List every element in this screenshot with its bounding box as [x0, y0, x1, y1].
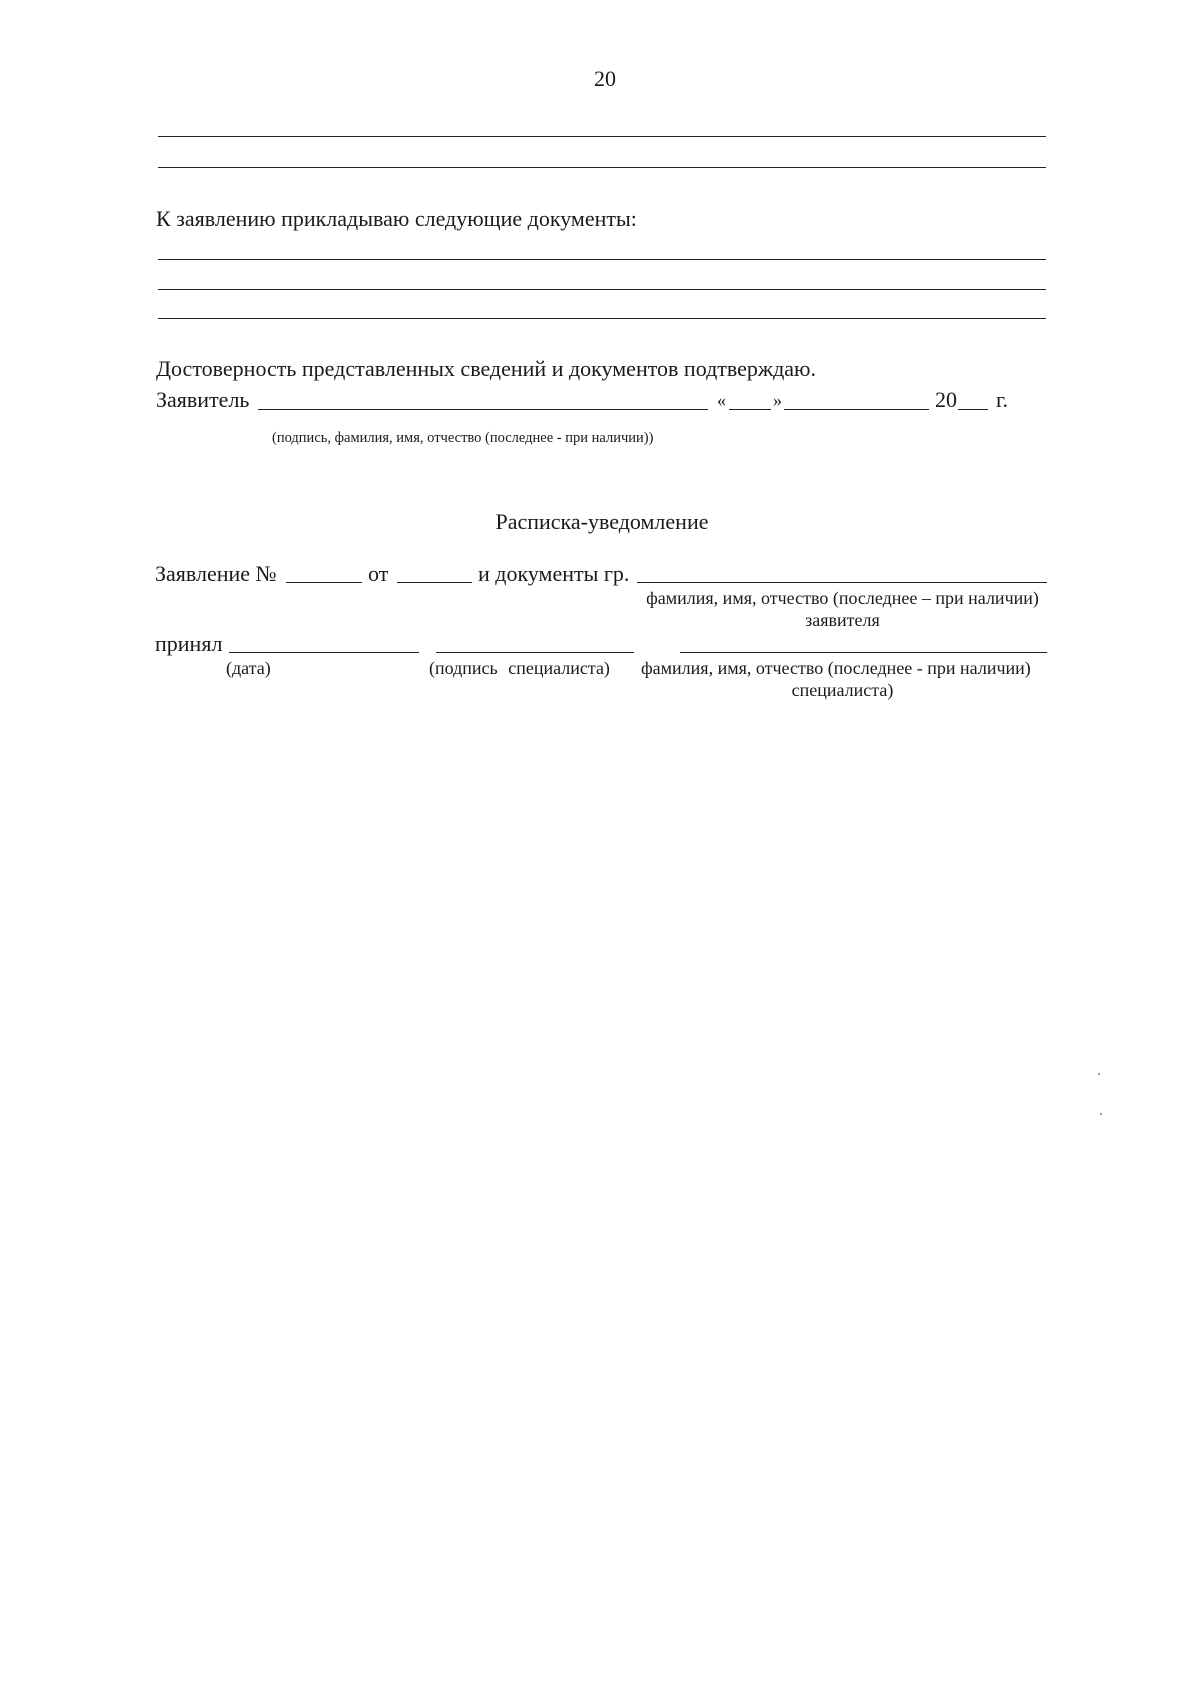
- attachment-line: [158, 318, 1046, 319]
- signature-caption: (подпись, фамилия, имя, отчество (последнее - при наличии)): [272, 430, 654, 446]
- confirmation-text: Достоверность представленных сведений и документов подтверждаю.: [156, 356, 816, 381]
- statement-label: Заявление №: [155, 561, 277, 586]
- attachment-line: [158, 259, 1046, 260]
- year-suffix: г.: [996, 387, 1009, 412]
- statement-date-line: [397, 582, 472, 583]
- date-open-quote: «: [717, 390, 726, 410]
- applicant-caption-line1: фамилия, имя, отчество (последнее – при наличии): [646, 588, 1039, 608]
- specialist-caption-line2: специалиста): [791, 680, 894, 700]
- date-close-quote: »: [773, 390, 782, 410]
- specialist-caption-line1: фамилия, имя, отчество (последнее - при наличии): [641, 658, 1031, 678]
- scan-speck: [1098, 1073, 1100, 1075]
- year-prefix: 20: [935, 387, 957, 412]
- specialist-name-line: [680, 652, 1047, 653]
- applicant-signature-line: [258, 409, 708, 410]
- specialist-signature-line: [436, 652, 634, 653]
- date-day-line: [729, 409, 771, 410]
- documents-label: и документы гр.: [478, 561, 630, 586]
- applicant-name-line: [637, 582, 1047, 583]
- accepted-date-line: [229, 652, 419, 653]
- blank-line: [158, 136, 1046, 137]
- date-year-line: [958, 409, 988, 410]
- attachments-label: К заявлению прикладываю следующие документы:: [156, 206, 637, 231]
- specialist-signature-caption: (подпись специалиста): [429, 658, 610, 678]
- receipt-title: Расписка-уведомление: [495, 509, 709, 534]
- accepted-label: принял: [155, 631, 223, 656]
- scan-speck: [1100, 1113, 1102, 1115]
- date-month-line: [784, 409, 929, 410]
- from-label: от: [368, 561, 389, 586]
- blank-line: [158, 167, 1046, 168]
- statement-number-line: [286, 582, 362, 583]
- date-caption: (дата): [226, 658, 271, 678]
- applicant-label: Заявитель: [156, 387, 250, 412]
- attachment-line: [158, 289, 1046, 290]
- page-number: 20: [594, 66, 616, 91]
- applicant-caption-line2: заявителя: [805, 610, 880, 630]
